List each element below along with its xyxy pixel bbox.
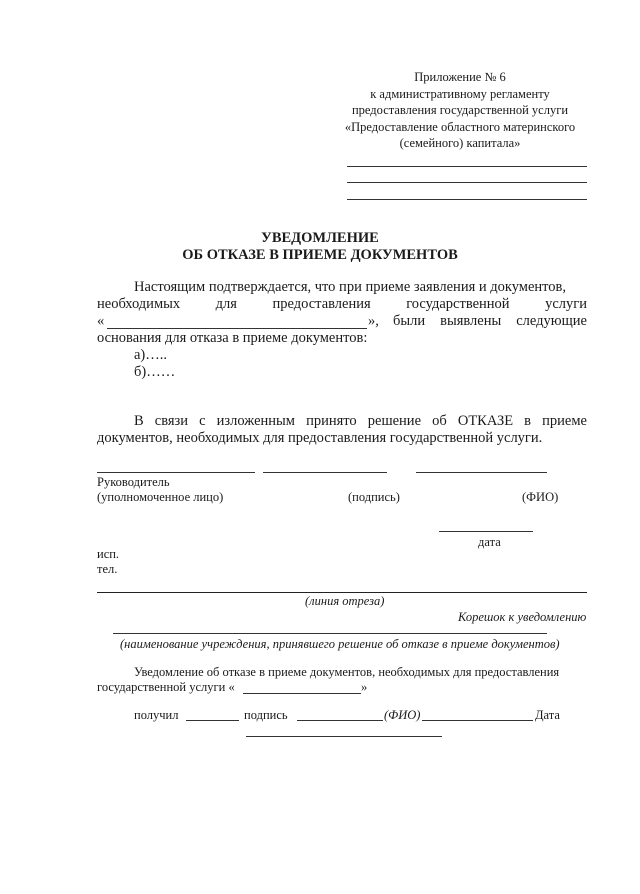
word: выявлены — [440, 313, 502, 329]
received-blank-line — [186, 720, 239, 721]
appendix-line: предоставления государственной услуги — [351, 103, 569, 117]
blank-line — [347, 182, 587, 183]
appendix-line: Приложение № 6 — [414, 70, 506, 84]
reason-item-a: а)….. — [134, 347, 168, 363]
stub-text-prefix: государственной услуги « — [97, 680, 235, 694]
word: следующие — [516, 313, 587, 329]
word: принято — [306, 413, 357, 429]
executor-label: исп. — [97, 547, 120, 561]
word: В — [134, 413, 144, 429]
paragraph-2-line-1 — [134, 413, 587, 430]
stub-text-suffix: » — [361, 680, 368, 694]
word: решение — [367, 413, 422, 429]
institution-caption: (наименование учреждения, принявшего решение об отказе в приеме документов) — [120, 637, 560, 651]
paragraph-2-line-2: документов, необходимых для предоставления государственной услуги. — [97, 430, 543, 446]
received-label: получил — [134, 708, 179, 722]
word: для — [215, 296, 237, 312]
paragraph-1-line-2 — [97, 296, 587, 313]
stub-service-blank-line — [243, 693, 361, 694]
stub-text-line-2 — [97, 680, 397, 696]
appendix-line: к административному регламенту — [370, 86, 550, 101]
stub-signature-label: подпись — [244, 708, 288, 722]
name-blank-line — [416, 472, 547, 473]
stub-name-label: (ФИО) — [384, 708, 421, 722]
phone-label: тел. — [97, 562, 118, 576]
signature-caption: (подпись) — [348, 490, 400, 504]
date-blank-line — [439, 531, 533, 532]
stub-text-line-1: Уведомление об отказе в приеме документов, необходимых для предоставления — [134, 665, 560, 679]
service-name-blank-line — [107, 328, 367, 329]
date-caption: дата — [478, 535, 501, 549]
stub-signature-blank-line — [297, 720, 383, 721]
stub-name-blank-line — [422, 720, 533, 721]
word: предоставления — [272, 296, 371, 312]
signature-blank-line — [263, 472, 387, 473]
document-title: УВЕДОМЛЕНИЕ — [261, 230, 379, 246]
role-caption: (уполномоченное лицо) — [97, 490, 224, 504]
role-label: Руководитель — [97, 475, 170, 489]
blank-line — [347, 199, 587, 200]
word: необходимых — [97, 296, 181, 312]
word: государственной — [406, 296, 510, 312]
stub-bottom-blank-line — [246, 736, 442, 737]
word: изложенным — [216, 413, 295, 429]
close-quote: », — [368, 313, 379, 329]
word: в — [524, 413, 532, 429]
role-blank-line — [97, 472, 255, 473]
cut-line-label: (линия отреза) — [305, 594, 385, 608]
blank-line — [347, 166, 587, 167]
appendix-line: (семейного) капитала» — [399, 136, 521, 150]
appendix-block — [340, 69, 580, 152]
word: были — [393, 313, 426, 329]
institution-blank-line — [113, 633, 547, 634]
paragraph-1-line-3-tail — [393, 313, 587, 330]
word: с — [199, 413, 206, 429]
paragraph-1-line-3-quote — [97, 313, 587, 331]
paragraph-1-line-4: основания для отказа в приеме документов: — [97, 330, 368, 346]
word: услуги — [545, 296, 587, 312]
document-subtitle: ОБ ОТКАЗЕ В ПРИЕМЕ ДОКУМЕНТОВ — [182, 247, 458, 263]
appendix-line: «Предоставление областного материнского — [344, 119, 576, 134]
open-quote: « — [97, 313, 105, 329]
word: приеме — [542, 413, 587, 429]
stub-title: Корешок к уведомлению — [458, 610, 587, 624]
reason-item-b: б)…… — [134, 364, 176, 380]
cut-line — [97, 592, 587, 593]
word: ОТКАЗЕ — [457, 413, 514, 429]
stub-date-label: Дата — [535, 708, 560, 722]
word: об — [432, 413, 447, 429]
name-caption: (ФИО) — [522, 490, 559, 504]
paragraph-1-line-1: Настоящим подтверждается, что при приеме заявления и документов, — [134, 279, 567, 295]
word: связи — [154, 413, 189, 429]
